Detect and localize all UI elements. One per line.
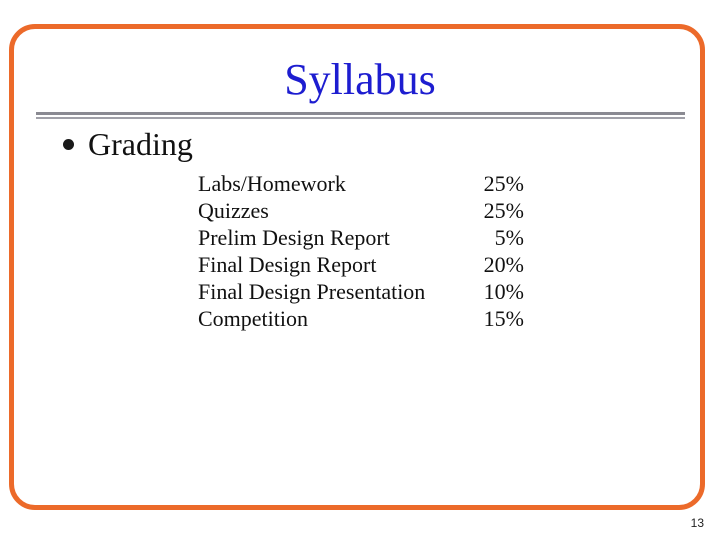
section-heading: Grading — [88, 126, 193, 162]
grading-percent: 5% — [494, 225, 524, 250]
title-rule — [36, 112, 685, 115]
grading-item: Final Design Report — [198, 252, 377, 277]
grading-item: Competition — [198, 306, 308, 331]
grading-percent: 25% — [483, 171, 524, 196]
grading-table — [198, 170, 524, 332]
grading-item: Prelim Design Report — [198, 225, 390, 250]
grading-percent: 20% — [483, 252, 524, 277]
grading-item: Final Design Presentation — [198, 279, 426, 304]
grading-item: Quizzes — [198, 198, 269, 223]
grading-row — [198, 251, 524, 278]
grading-percent: 15% — [483, 306, 524, 331]
grading-row — [198, 224, 524, 251]
page-number: 13 — [690, 516, 704, 530]
title-rule-secondary — [36, 117, 685, 119]
grading-percent: 10% — [483, 279, 524, 304]
grading-item: Labs/Homework — [198, 171, 346, 196]
grading-row — [198, 170, 524, 197]
slide-title: Syllabus — [284, 55, 436, 104]
grading-row — [198, 197, 524, 224]
bullet-icon — [63, 139, 74, 150]
grading-row — [198, 305, 524, 332]
grading-row — [198, 278, 524, 305]
grading-percent: 25% — [483, 198, 524, 223]
